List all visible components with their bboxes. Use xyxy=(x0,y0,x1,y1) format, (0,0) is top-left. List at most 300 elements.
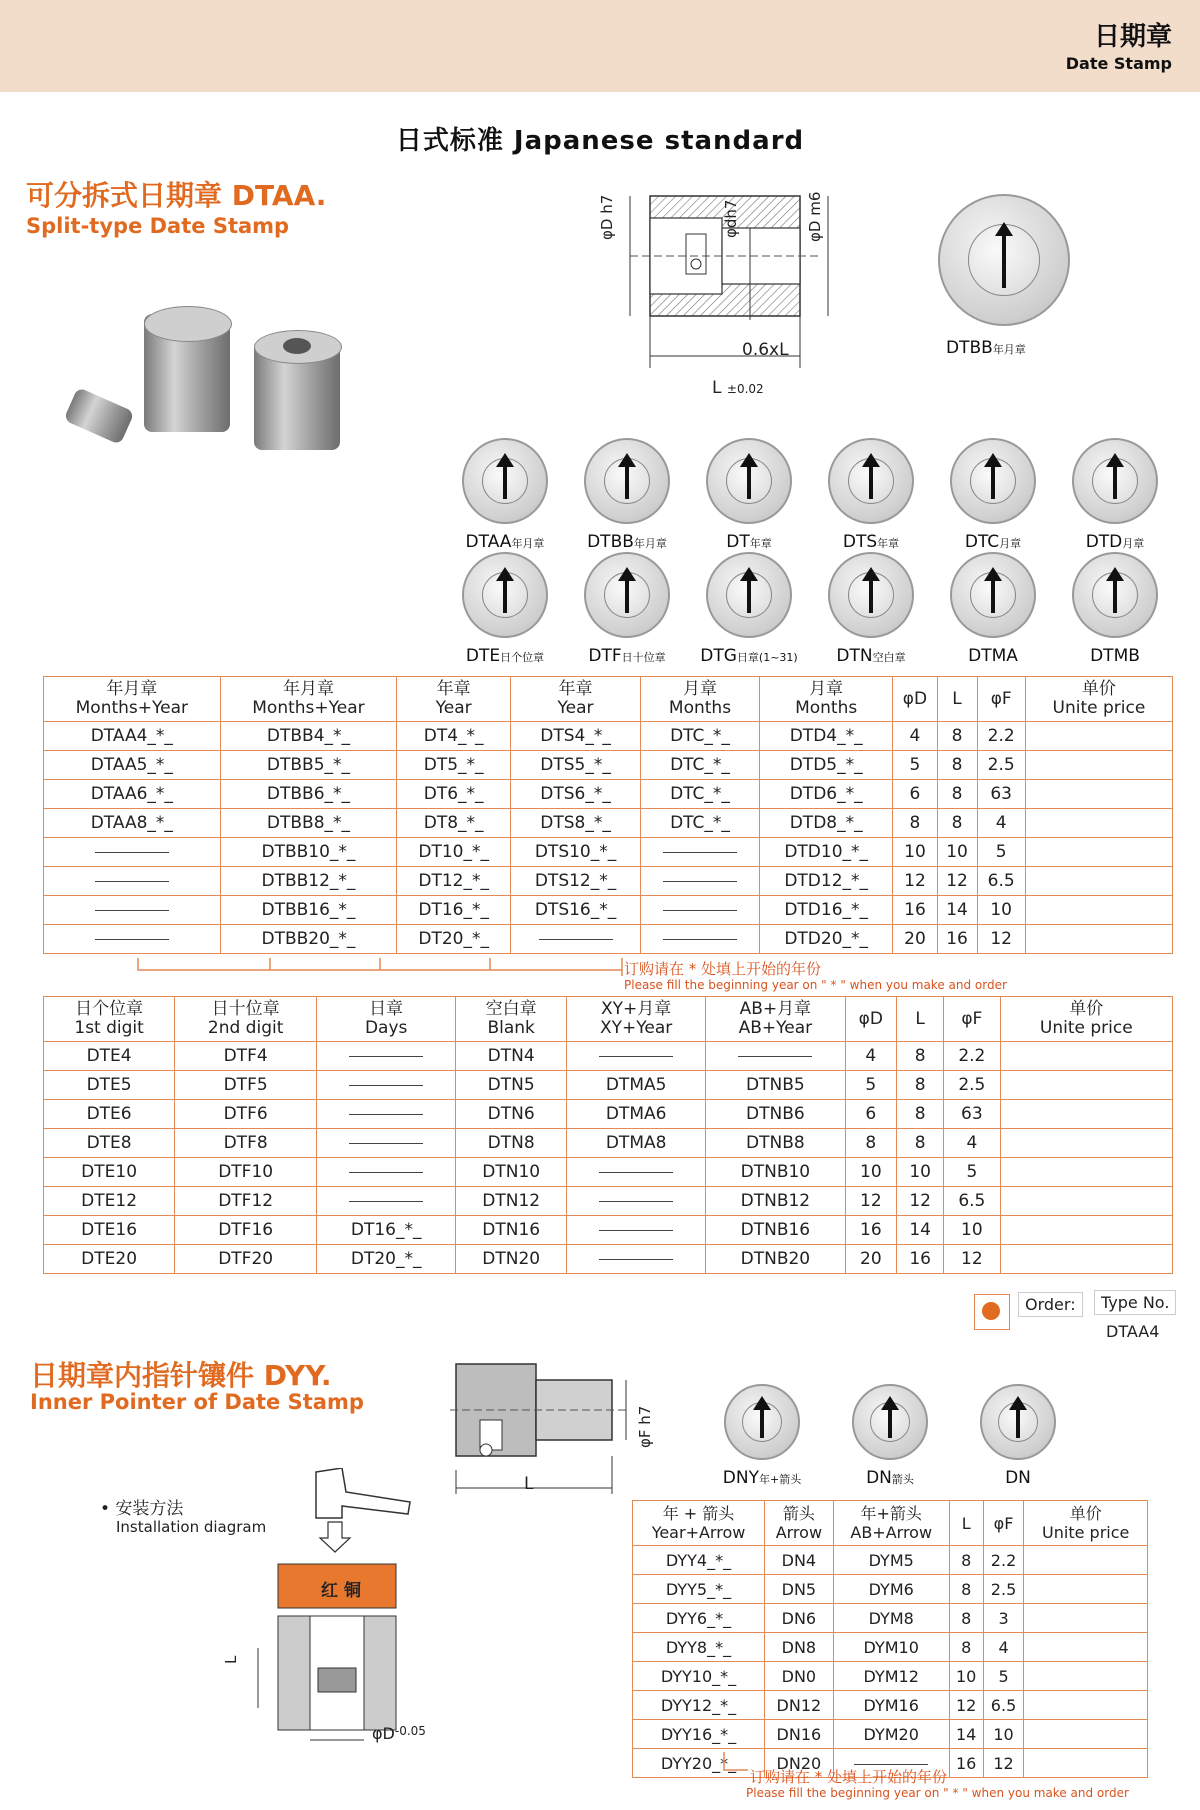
table-cell xyxy=(1000,1129,1172,1158)
header-title-en: Date Stamp xyxy=(1065,54,1172,73)
table-cell: 10 xyxy=(893,838,937,867)
table-row xyxy=(44,1216,1173,1245)
table-cell xyxy=(1000,1187,1172,1216)
table-cell: DT4_*_ xyxy=(397,722,511,751)
table-cell: DT20_*_ xyxy=(317,1245,456,1274)
table-cell xyxy=(44,896,221,925)
table-cell: 5 xyxy=(977,838,1025,867)
table-cell: DTS4_*_ xyxy=(511,722,641,751)
table-cell: 5 xyxy=(944,1158,1000,1187)
table-cell: DTNB16 xyxy=(706,1216,845,1245)
table-cell: 5 xyxy=(983,1662,1024,1691)
table-cell: 10 xyxy=(937,838,977,867)
stamp-dial-dts xyxy=(828,438,914,524)
table-cell: 12 xyxy=(949,1691,983,1720)
table-cell: DTBB4_*_ xyxy=(220,722,397,751)
table-row xyxy=(633,1546,1148,1575)
table-cell: 8 xyxy=(897,1100,944,1129)
table-cell: 5 xyxy=(893,751,937,780)
table-cell: 63 xyxy=(977,780,1025,809)
arrow-icon xyxy=(991,577,995,613)
stamp-dial-dn xyxy=(980,1384,1056,1460)
col-header: 日章 Days xyxy=(317,997,456,1042)
table-cell xyxy=(1025,896,1172,925)
table-cell: DTE6 xyxy=(44,1100,175,1129)
table-cell xyxy=(1000,1216,1172,1245)
table-cell: DN6 xyxy=(765,1604,834,1633)
table-cell: DYY16_*_ xyxy=(633,1720,765,1749)
table-cell: 12 xyxy=(897,1187,944,1216)
table-row xyxy=(44,1158,1173,1187)
table-cell: DYY20_*_ xyxy=(633,1749,765,1778)
table-cell xyxy=(567,1187,706,1216)
dim-fh7: φF h7 xyxy=(636,1405,654,1448)
table-cell: DT16_*_ xyxy=(317,1216,456,1245)
stamp-dial-dt xyxy=(706,438,792,524)
table-cell: 10 xyxy=(845,1158,897,1187)
table-cell xyxy=(317,1129,456,1158)
table-cell xyxy=(641,896,760,925)
table-cell: 14 xyxy=(897,1216,944,1245)
install-l-label: L xyxy=(222,1655,240,1664)
table-cell: DTS12_*_ xyxy=(511,867,641,896)
table-cell: DTN8 xyxy=(456,1129,567,1158)
table-cell: DTD10_*_ xyxy=(759,838,892,867)
arrow-icon xyxy=(869,463,873,499)
dtbb-dial-large xyxy=(938,194,1070,326)
arrow-icon xyxy=(1113,463,1117,499)
table-cell: 8 xyxy=(937,809,977,838)
stamp-dial-dny xyxy=(724,1384,800,1460)
table-cell xyxy=(1000,1245,1172,1274)
table-cell: DYY8_*_ xyxy=(633,1633,765,1662)
table-row xyxy=(44,1100,1173,1129)
table-cell: DTBB5_*_ xyxy=(220,751,397,780)
table-cell: DN8 xyxy=(765,1633,834,1662)
table-cell: DYY5_*_ xyxy=(633,1575,765,1604)
arrow-icon xyxy=(747,463,751,499)
table-cell: DYM5 xyxy=(833,1546,949,1575)
table-cell xyxy=(1025,809,1172,838)
table-cell xyxy=(1000,1071,1172,1100)
table-row xyxy=(633,1575,1148,1604)
table-cell: 10 xyxy=(897,1158,944,1187)
table-cell: DTAA5_*_ xyxy=(44,751,221,780)
col-header: AB+月章 AB+Year xyxy=(706,997,845,1042)
dial-label-dtmb: DTMB xyxy=(1090,646,1140,666)
install-title-cn: • 安装方法 xyxy=(100,1499,184,1519)
table-cell xyxy=(1024,1720,1148,1749)
table-cell: DTN10 xyxy=(456,1158,567,1187)
table-cell xyxy=(317,1100,456,1129)
table-cell xyxy=(1025,867,1172,896)
table-cell: DTE16 xyxy=(44,1216,175,1245)
table-row xyxy=(44,1245,1173,1274)
arrow-icon xyxy=(1016,1406,1020,1438)
header-title-cn: 日期章 xyxy=(1093,22,1172,52)
table-cell xyxy=(1025,925,1172,954)
table-cell xyxy=(567,1216,706,1245)
dial-label-dt: DT年章 xyxy=(726,532,772,552)
dial-label-dtbb: DTBB年月章 xyxy=(587,532,667,552)
col-header: XY+月章 XY+Year xyxy=(567,997,706,1042)
note1-en: Please fill the beginning year on " * " when you make and order xyxy=(624,978,1007,992)
table-cell xyxy=(1024,1546,1148,1575)
table-cell xyxy=(1024,1575,1148,1604)
table-cell: DYY4_*_ xyxy=(633,1546,765,1575)
table-cell: 8 xyxy=(897,1071,944,1100)
stamp-dial-dtbb xyxy=(584,438,670,524)
table-cell: 8 xyxy=(937,780,977,809)
table-cell: DTD4_*_ xyxy=(759,722,892,751)
table-cell: DTC_*_ xyxy=(641,809,760,838)
col-header: 月章 Months xyxy=(641,677,760,722)
note1-bracket xyxy=(130,958,630,980)
table-cell: 12 xyxy=(983,1749,1024,1778)
table-cell: DTF8 xyxy=(175,1129,317,1158)
section2-title-cn: 日期章内指针镶件 DYY. xyxy=(30,1359,332,1392)
stamp-dial-dtg xyxy=(706,552,792,638)
table-cell: DTF5 xyxy=(175,1071,317,1100)
arrow-icon xyxy=(1002,232,1006,288)
table-cell: DTAA8_*_ xyxy=(44,809,221,838)
arrow-icon xyxy=(625,463,629,499)
table-cell: DTS10_*_ xyxy=(511,838,641,867)
stamp-dial-dtc xyxy=(950,438,1036,524)
table-cell: 8 xyxy=(897,1129,944,1158)
arrow-icon xyxy=(869,577,873,613)
table-cell: 10 xyxy=(983,1720,1024,1749)
table-cell: DYM20 xyxy=(833,1720,949,1749)
table-cell: DTD5_*_ xyxy=(759,751,892,780)
table-cell: 10 xyxy=(944,1216,1000,1245)
table-cell xyxy=(1000,1158,1172,1187)
table-cell: 4 xyxy=(983,1633,1024,1662)
table-row xyxy=(44,1071,1173,1100)
table-cell: 10 xyxy=(949,1662,983,1691)
table-row xyxy=(44,809,1173,838)
copper-label: 红 铜 xyxy=(321,1581,361,1601)
table-row xyxy=(44,925,1173,954)
section1-title-en: Split-type Date Stamp xyxy=(26,214,290,238)
table-cell: 12 xyxy=(893,867,937,896)
arrow-icon xyxy=(625,577,629,613)
table-cell: DTS5_*_ xyxy=(511,751,641,780)
table-cell xyxy=(511,925,641,954)
table-cell: DYY10_*_ xyxy=(633,1662,765,1691)
arrow-icon xyxy=(747,577,751,613)
table-cell: DTN4 xyxy=(456,1042,567,1071)
table-cell: DT16_*_ xyxy=(397,896,511,925)
stamp-dial-dtaa xyxy=(462,438,548,524)
table-cell xyxy=(44,838,221,867)
table-cell: 2.2 xyxy=(944,1042,1000,1071)
table-cell xyxy=(641,925,760,954)
table-cell xyxy=(567,1042,706,1071)
col-header: 年章 Year xyxy=(397,677,511,722)
table-row xyxy=(633,1691,1148,1720)
col-header: φD xyxy=(893,677,937,722)
table-cell: 8 xyxy=(937,722,977,751)
table-cell xyxy=(1025,751,1172,780)
table-cell: DTBB12_*_ xyxy=(220,867,397,896)
table-cell: 4 xyxy=(944,1129,1000,1158)
table-row xyxy=(44,1187,1173,1216)
col-header: 单价 Unite price xyxy=(1024,1501,1148,1546)
table-row xyxy=(633,1662,1148,1691)
table-cell xyxy=(44,925,221,954)
col-header: 月章 Months xyxy=(759,677,892,722)
col-header: L xyxy=(949,1501,983,1546)
dim-small-dh7: φdh7 xyxy=(722,199,740,238)
col-header: φD xyxy=(845,997,897,1042)
page-title: 日式标准 Japanese standard xyxy=(395,126,805,156)
dim-chamfer: 0.6xL xyxy=(742,340,789,360)
table-cell xyxy=(1024,1691,1148,1720)
order-label: Order: xyxy=(1018,1292,1083,1317)
table-cell: DTD20_*_ xyxy=(759,925,892,954)
table-row xyxy=(633,1604,1148,1633)
table-cell: DN5 xyxy=(765,1575,834,1604)
table-cell: 2.5 xyxy=(977,751,1025,780)
col-header: φF xyxy=(977,677,1025,722)
table-cell: DTMA5 xyxy=(567,1071,706,1100)
table-cell: DYM6 xyxy=(833,1575,949,1604)
table-cell xyxy=(1025,780,1172,809)
table-cell: DN12 xyxy=(765,1691,834,1720)
table-cell: 12 xyxy=(937,867,977,896)
dial-label-dtf: DTF日十位章 xyxy=(588,646,666,666)
table-cell: DTMA8 xyxy=(567,1129,706,1158)
table-cell: 14 xyxy=(949,1720,983,1749)
table-cell: 16 xyxy=(949,1749,983,1778)
col-header: 年 + 箭头 Year+Arrow xyxy=(633,1501,765,1546)
table-cell xyxy=(567,1245,706,1274)
col-header: L xyxy=(897,997,944,1042)
table-cell: DT8_*_ xyxy=(397,809,511,838)
stamp-drawing xyxy=(590,188,910,408)
col-header: 年月章 Months+Year xyxy=(220,677,397,722)
table-cell: 3 xyxy=(983,1604,1024,1633)
table-cell: DN0 xyxy=(765,1662,834,1691)
table-cell: DTF6 xyxy=(175,1100,317,1129)
table-cell: DTBB6_*_ xyxy=(220,780,397,809)
table-cell: DT12_*_ xyxy=(397,867,511,896)
table-cell: 16 xyxy=(845,1216,897,1245)
table-cell xyxy=(1025,838,1172,867)
table-cell: DTS16_*_ xyxy=(511,896,641,925)
table-cell: 6 xyxy=(893,780,937,809)
table-cell: DTE10 xyxy=(44,1158,175,1187)
table-cell: DTN6 xyxy=(456,1100,567,1129)
dial-label-dtg: DTG日章(1~31) xyxy=(700,646,798,666)
table-cell: DTF20 xyxy=(175,1245,317,1274)
table-cell: DTE5 xyxy=(44,1071,175,1100)
table-cell: 6.5 xyxy=(983,1691,1024,1720)
table-cell: DTBB8_*_ xyxy=(220,809,397,838)
table-cell: 8 xyxy=(897,1042,944,1071)
col-header: 日十位章 2nd digit xyxy=(175,997,317,1042)
dial-label-dn: DN xyxy=(1005,1468,1031,1488)
col-header: 年+箭头 AB+Arrow xyxy=(833,1501,949,1546)
table-cell: DT6_*_ xyxy=(397,780,511,809)
table-cell xyxy=(44,867,221,896)
section1-title-cn: 可分拆式日期章 DTAA. xyxy=(26,179,327,212)
table-cell: 8 xyxy=(845,1129,897,1158)
table-cell: DTN12 xyxy=(456,1187,567,1216)
stamp-dial-dtn xyxy=(828,552,914,638)
table-cell xyxy=(641,867,760,896)
table-cell xyxy=(1025,722,1172,751)
dial-label-dtn: DTN空白章 xyxy=(836,646,906,666)
stamp-dial-dtd xyxy=(1072,438,1158,524)
table-cell: 12 xyxy=(845,1187,897,1216)
dial-label-dtma: DTMA xyxy=(968,646,1018,666)
stamp-dial-dte xyxy=(462,552,548,638)
table-cell xyxy=(317,1158,456,1187)
arrow-icon xyxy=(991,463,995,499)
table-cell xyxy=(1000,1100,1172,1129)
table-cell: 8 xyxy=(949,1575,983,1604)
table-cell xyxy=(1024,1604,1148,1633)
install-diagram xyxy=(250,1468,430,1748)
table-cell: 16 xyxy=(897,1245,944,1274)
stamp-dial-dtf xyxy=(584,552,670,638)
table-cell: 14 xyxy=(937,896,977,925)
phone-icon xyxy=(974,1294,1010,1330)
pointer-pin-image xyxy=(63,387,134,445)
col-header: φF xyxy=(944,997,1000,1042)
table-cell: DTNB6 xyxy=(706,1100,845,1129)
arrow-icon xyxy=(1113,577,1117,613)
spec-table-1 xyxy=(43,676,1173,954)
table-cell: DTN5 xyxy=(456,1071,567,1100)
arrow-icon xyxy=(760,1406,764,1438)
table-cell xyxy=(1024,1633,1148,1662)
table-cell xyxy=(1000,1042,1172,1071)
table-cell xyxy=(317,1071,456,1100)
col-header: 单价 Unite price xyxy=(1000,997,1172,1042)
spec-table-3 xyxy=(632,1500,1148,1778)
table-cell: DTF10 xyxy=(175,1158,317,1187)
table-cell: DTF12 xyxy=(175,1187,317,1216)
table-cell: 20 xyxy=(845,1245,897,1274)
table-row xyxy=(633,1633,1148,1662)
table-cell: DYM8 xyxy=(833,1604,949,1633)
table-cell: 2.5 xyxy=(983,1575,1024,1604)
col-header: φF xyxy=(983,1501,1024,1546)
table-row xyxy=(44,838,1173,867)
stamp-dial-dtma xyxy=(950,552,1036,638)
table-cell xyxy=(567,1158,706,1187)
table-cell: DTN16 xyxy=(456,1216,567,1245)
table-cell: DN20 xyxy=(765,1749,834,1778)
dtbb-dial-label: DTBB年月章 xyxy=(946,338,1026,358)
table-cell: 12 xyxy=(977,925,1025,954)
type-no-label: Type No. xyxy=(1094,1290,1176,1315)
table-cell: DTC_*_ xyxy=(641,722,760,751)
section2-title-en: Inner Pointer of Date Stamp xyxy=(30,1390,364,1414)
table-cell: 8 xyxy=(949,1546,983,1575)
note2-en: Please fill the beginning year on " * " when you make and order xyxy=(746,1786,1129,1800)
table-cell: DYY12_*_ xyxy=(633,1691,765,1720)
dial-label-dn: DN箭头 xyxy=(866,1468,914,1488)
table-row xyxy=(44,867,1173,896)
dim-l2: L xyxy=(524,1474,534,1494)
stamp-dial-dtmb xyxy=(1072,552,1158,638)
table-cell: DT10_*_ xyxy=(397,838,511,867)
stamp-dial-dn xyxy=(852,1384,928,1460)
table-cell: 12 xyxy=(944,1245,1000,1274)
table-row xyxy=(44,1129,1173,1158)
dim-dh7: φD h7 xyxy=(598,194,616,240)
table-row xyxy=(44,1042,1173,1071)
table-cell xyxy=(706,1042,845,1071)
dial-label-dny: DNY年+箭头 xyxy=(722,1468,802,1488)
table-cell: 16 xyxy=(937,925,977,954)
product-photo xyxy=(60,300,380,470)
table-cell xyxy=(317,1042,456,1071)
table-cell: DTE4 xyxy=(44,1042,175,1071)
table-cell: DTNB8 xyxy=(706,1129,845,1158)
col-header: 日个位章 1st digit xyxy=(44,997,175,1042)
table-row xyxy=(44,751,1173,780)
dial-label-dtd: DTD月章 xyxy=(1085,532,1145,552)
table-cell: 8 xyxy=(937,751,977,780)
spec-table-2 xyxy=(43,996,1173,1274)
table-cell: 2.2 xyxy=(983,1546,1024,1575)
table-cell: DN16 xyxy=(765,1720,834,1749)
table-cell: 8 xyxy=(893,809,937,838)
table-cell: DTF16 xyxy=(175,1216,317,1245)
dim-dm6: φD m6 xyxy=(806,191,824,242)
dim-length: L ±0.02 xyxy=(712,378,764,398)
arrow-icon xyxy=(503,463,507,499)
pointer-drawing xyxy=(450,1360,690,1500)
table-cell: DTN20 xyxy=(456,1245,567,1274)
table-cell: DTNB10 xyxy=(706,1158,845,1187)
col-header: 年月章 Months+Year xyxy=(44,677,221,722)
table-cell: DTD8_*_ xyxy=(759,809,892,838)
table-cell: 63 xyxy=(944,1100,1000,1129)
table-cell: 4 xyxy=(977,809,1025,838)
table-cell: DYM12 xyxy=(833,1662,949,1691)
table-cell: DTF4 xyxy=(175,1042,317,1071)
install-title-en: Installation diagram xyxy=(116,1518,267,1536)
dial-label-dts: DTS年章 xyxy=(842,532,900,552)
note2-bracket xyxy=(720,1752,750,1782)
table-cell: 8 xyxy=(949,1633,983,1662)
order-example: DTAA4 xyxy=(1106,1322,1160,1341)
table-cell: DYY6_*_ xyxy=(633,1604,765,1633)
table-cell: 20 xyxy=(893,925,937,954)
col-header: 年章 Year xyxy=(511,677,641,722)
note1-cn: 订购请在 * 处填上开始的年份 xyxy=(624,960,822,978)
note2-cn: 订购请在 * 处填上开始的年份 xyxy=(750,1768,948,1786)
table-cell: DYM16 xyxy=(833,1691,949,1720)
table-cell: 10 xyxy=(977,896,1025,925)
table-cell: 2.2 xyxy=(977,722,1025,751)
table-cell: 2.5 xyxy=(944,1071,1000,1100)
table-cell: DTNB5 xyxy=(706,1071,845,1100)
table-cell: 16 xyxy=(893,896,937,925)
table-cell: DTAA4_*_ xyxy=(44,722,221,751)
col-header: 单价 Unite price xyxy=(1025,677,1172,722)
table-cell: DTD6_*_ xyxy=(759,780,892,809)
table-cell: DTD16_*_ xyxy=(759,896,892,925)
table-cell: DTE12 xyxy=(44,1187,175,1216)
table-cell: DTS6_*_ xyxy=(511,780,641,809)
